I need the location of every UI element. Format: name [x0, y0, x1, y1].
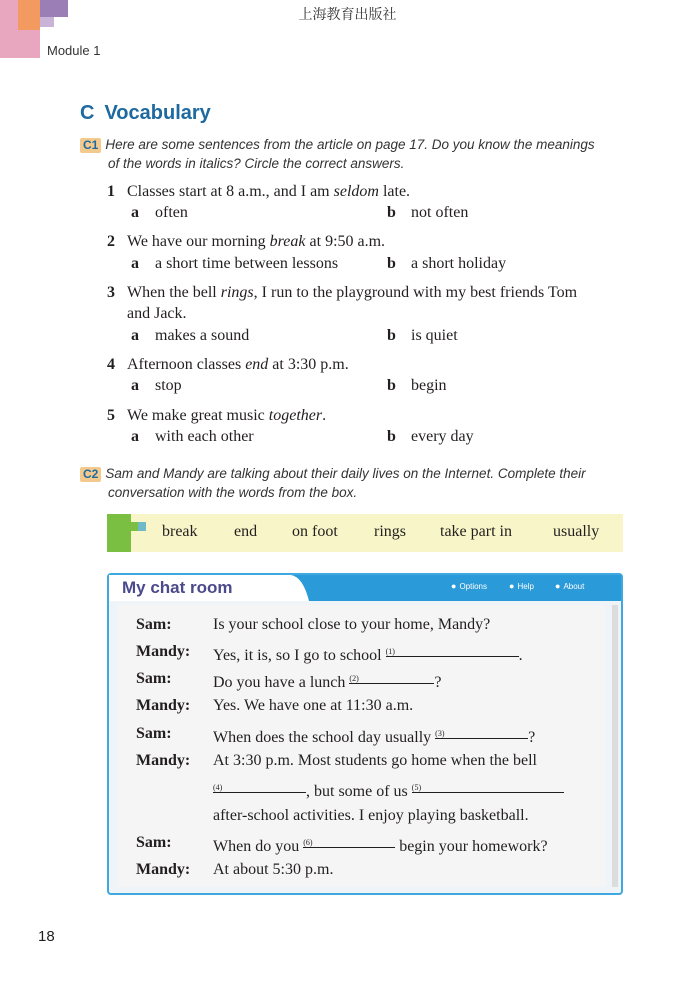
c1-tag: C1: [80, 138, 101, 153]
speaker-label: Mandy:: [136, 697, 191, 714]
chat-text: after-school activities. I enjoy playing basketball.: [213, 807, 529, 824]
question-5: [107, 405, 627, 426]
option-label: a: [131, 327, 139, 344]
option-text: stop: [155, 377, 182, 394]
speaker-label: Sam:: [136, 725, 172, 742]
c1-instruction-line1: Here are some sentences from the article on page 17. Do you know the meanings: [105, 137, 595, 152]
answer-blank-5[interactable]: [412, 777, 564, 793]
question-number: 5: [107, 407, 115, 424]
question-italic-word: seldom: [333, 183, 379, 200]
chat-line: [213, 805, 529, 826]
answer-blank-4[interactable]: [213, 777, 306, 793]
chat-text: Is your school close to your home, Mandy?: [213, 616, 491, 633]
option-text: with each other: [155, 428, 254, 445]
option-text: every day: [411, 428, 474, 445]
option-label: b: [387, 377, 396, 394]
question-number: 1: [107, 183, 115, 200]
option-label: b: [387, 327, 396, 344]
question-text-end: .: [322, 407, 327, 424]
chat-text: At 3:30 p.m. Most students go home when the bell: [213, 752, 537, 769]
answer-blank-6[interactable]: [303, 832, 395, 848]
question-text: Afternoon classes: [127, 356, 246, 373]
menu-label: Options: [459, 582, 488, 591]
blank-number: (5): [411, 783, 422, 792]
option-text: begin: [411, 377, 447, 394]
question-4: [107, 354, 627, 375]
chat-line: [213, 750, 537, 771]
section-title: [80, 102, 211, 125]
option-label: a: [131, 204, 139, 221]
word-box-decoration: [138, 522, 146, 531]
chat-text: .: [518, 647, 523, 664]
chat-scrollbar[interactable]: [612, 605, 618, 887]
option-text: not often: [411, 204, 469, 221]
chat-line: [213, 668, 442, 693]
blank-number: (1): [385, 647, 395, 656]
blank-number: (2): [349, 674, 359, 683]
option-label: a: [131, 255, 139, 272]
chat-line: [213, 777, 564, 802]
question-5-option-b[interactable]: [387, 426, 474, 447]
option-text: often: [155, 204, 188, 221]
chat-text: When does the school day usually: [213, 729, 436, 746]
chat-title: My chat room: [122, 578, 233, 597]
question-text: We make great music: [127, 407, 269, 424]
question-italic-word: break: [269, 233, 306, 250]
question-5-option-a[interactable]: [131, 426, 254, 447]
module-label: Module 1: [47, 43, 101, 58]
bullet-icon: ●: [451, 581, 457, 591]
c1-instruction: [80, 135, 625, 173]
option-text: makes a sound: [155, 327, 250, 344]
question-4-option-b[interactable]: [387, 375, 447, 396]
speaker-label: Sam:: [136, 834, 172, 851]
question-text: When the bell: [127, 284, 221, 301]
option-label: a: [131, 377, 139, 394]
answer-blank-3[interactable]: [435, 723, 528, 739]
chat-line: [213, 723, 535, 748]
question-text-continued: and Jack.: [127, 305, 187, 322]
question-3-option-a[interactable]: [131, 325, 249, 346]
word-box-item: break: [162, 523, 198, 540]
menu-options[interactable]: [451, 581, 487, 591]
question-2-option-a[interactable]: [131, 253, 338, 274]
chat-line: [213, 614, 490, 635]
menu-about[interactable]: [555, 581, 584, 591]
c2-instruction-line1: Sam and Mandy are talking about their daily lives on the Internet. Complete their: [105, 466, 586, 481]
chat-text: Do you have a lunch: [213, 674, 350, 691]
question-text-end: at 3:30 p.m.: [268, 356, 349, 373]
question-italic-word: together: [268, 407, 323, 424]
chat-text: Yes. We have one at 11:30 a.m.: [213, 697, 414, 714]
question-text: We have our morning: [127, 233, 270, 250]
word-box: [107, 514, 623, 552]
chat-line: [213, 832, 548, 857]
menu-label: Help: [517, 582, 534, 591]
question-3-option-b[interactable]: [387, 325, 458, 346]
question-number: 4: [107, 356, 115, 373]
word-box-item: take part in: [440, 523, 512, 540]
section-name: Vocabulary: [104, 102, 211, 124]
word-box-item: rings: [374, 523, 406, 540]
c2-tag: C2: [80, 467, 101, 482]
c2-instruction-line2: conversation with the words from the box.: [108, 485, 358, 500]
word-box-item: on foot: [292, 523, 338, 540]
chat-text: When do you: [213, 838, 304, 855]
menu-label: About: [563, 582, 585, 591]
question-number: 3: [107, 284, 115, 301]
word-box-item: usually: [553, 523, 600, 540]
question-1: [107, 181, 627, 202]
question-italic-word: end: [245, 356, 269, 373]
c1-instruction-line2: of the words in italics? Circle the correct answers.: [108, 156, 405, 171]
blank-number: (3): [435, 729, 445, 738]
speaker-label: Sam:: [136, 670, 172, 687]
chat-line: [213, 695, 413, 716]
question-text-end: , I run to the playground with my best friends Tom: [253, 284, 578, 301]
question-text: Classes start at 8 a.m., and I am: [127, 183, 334, 200]
bullet-icon: ●: [509, 581, 515, 591]
bullet-icon: ●: [555, 581, 561, 591]
chat-room-window: [107, 573, 623, 895]
c2-instruction: [80, 464, 625, 502]
question-3: [107, 282, 627, 324]
word-box-item: end: [234, 523, 258, 540]
chat-text: At about 5:30 p.m.: [213, 861, 334, 878]
chat-text: ?: [434, 674, 442, 691]
speaker-label: Mandy:: [136, 643, 191, 660]
speaker-label: Mandy:: [136, 861, 191, 878]
option-label: a: [131, 428, 139, 445]
chat-header-bar: [109, 575, 621, 601]
chat-text: Yes, it is, so I go to school: [213, 647, 386, 664]
publisher-header: 上海教育出版社: [298, 7, 397, 23]
question-number: 2: [107, 233, 115, 250]
question-text-end: late.: [378, 183, 411, 200]
question-1-option-a[interactable]: [131, 202, 188, 223]
option-text: is quiet: [411, 327, 458, 344]
word-box-decoration: [131, 522, 138, 531]
option-label: b: [387, 428, 396, 445]
speaker-label: Mandy:: [136, 752, 191, 769]
question-text-end: at 9:50 a.m.: [305, 233, 386, 250]
word-box-decoration: [107, 514, 131, 552]
answer-blank-1[interactable]: [386, 641, 519, 657]
section-letter: C: [80, 102, 95, 124]
question-italic-word: rings: [220, 284, 254, 301]
question-4-option-a[interactable]: [131, 375, 182, 396]
question-2-option-b[interactable]: [387, 253, 506, 274]
chat-line: [213, 859, 333, 880]
blank-number: (6): [303, 838, 313, 847]
question-1-option-b[interactable]: [387, 202, 468, 223]
menu-help[interactable]: [509, 581, 534, 591]
option-label: b: [387, 255, 396, 272]
question-2: [107, 231, 627, 252]
answer-blank-2[interactable]: [349, 668, 434, 684]
chat-text: , but some of us: [306, 783, 412, 800]
chat-text: begin your homework?: [395, 838, 548, 855]
speaker-label: Sam:: [136, 616, 172, 633]
option-text: a short time between lessons: [155, 255, 339, 272]
blank-number: (4): [213, 783, 223, 792]
option-text: a short holiday: [411, 255, 507, 272]
chat-text: ?: [528, 729, 536, 746]
page-number: 18: [38, 928, 55, 945]
chat-line: [213, 641, 523, 666]
option-label: b: [387, 204, 396, 221]
